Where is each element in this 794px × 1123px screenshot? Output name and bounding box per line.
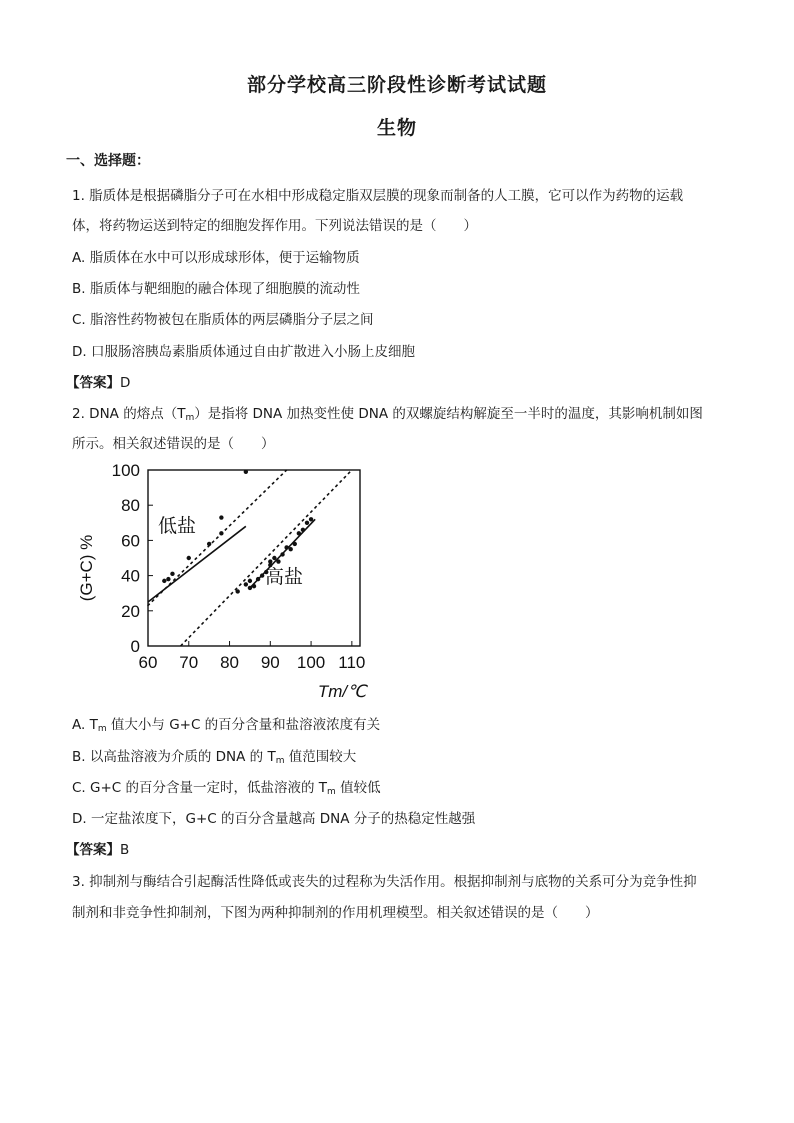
section-heading: 一、选择题： — [66, 153, 150, 169]
data-point — [248, 586, 252, 590]
data-point — [207, 542, 211, 546]
data-point — [297, 531, 301, 535]
data-point — [305, 521, 309, 525]
x-axis-label: Tm/℃ — [317, 682, 367, 701]
data-point — [280, 552, 284, 556]
data-point — [244, 582, 248, 586]
data-point — [187, 556, 191, 560]
q2-answer — [66, 838, 129, 858]
data-point — [293, 542, 297, 546]
y-axis-label: (G+C) % — [77, 534, 96, 602]
x-tick-label: 70 — [179, 653, 199, 672]
data-point — [272, 556, 276, 560]
data-point — [256, 577, 260, 581]
answer-tag: 【答案】 — [66, 842, 120, 858]
data-point — [235, 589, 239, 593]
data-point — [309, 517, 313, 521]
series-label: 高盐 — [265, 566, 304, 588]
plot-frame — [148, 470, 360, 646]
data-point — [166, 577, 170, 581]
extrapolation-line — [181, 470, 352, 646]
x-tick-label: 60 — [138, 653, 158, 672]
data-point — [288, 547, 292, 551]
q1-stem-line1: 1. 脂质体是根据磷脂分子可在水相中形成稳定脂双层膜的现象而制备的人工膜，它可以作为药物的运载 — [72, 188, 684, 204]
series-label: 低盐 — [158, 515, 197, 537]
tm-gc-chart — [60, 455, 380, 703]
data-point — [170, 572, 174, 576]
q3-stem-line1: 3. 抑制剂与酶结合引起酶活性降低或丧失的过程称为失活作用。根据抑制剂与底物的关系可分为竞争性抑 — [72, 874, 697, 890]
y-tick-label: 60 — [121, 531, 140, 551]
q2-option-b: B. 以高盐溶液为介质的 DNA 的 $T_m$ 值范围较大 — [72, 749, 357, 766]
page-title: 部分学校高三阶段性诊断考试试题 — [246, 74, 547, 96]
q2-stem-line2: 所示。相关叙述错误的是（ ） — [72, 436, 275, 452]
data-point — [248, 579, 252, 583]
q2-option-a: A. $T_m$ 值大小与 G+C 的百分含量和盐溶液浓度有关 — [72, 717, 381, 734]
q1-stem-line2: 体，将药物运送到特定的细胞发挥作用。下列说法错误的是（ ） — [72, 218, 477, 234]
answer-value: B — [120, 842, 130, 858]
data-point — [252, 584, 256, 588]
data-point — [284, 545, 288, 549]
q2-option-c: C. G+C 的百分含量一定时，低盐溶液的 $T_m$ 值较低 — [72, 780, 381, 797]
y-tick-label: 40 — [121, 566, 140, 586]
answer-value: D — [120, 375, 131, 391]
data-point — [301, 528, 305, 532]
q1-option-c: C. 脂溶性药物被包在脂质体的两层磷脂分子层之间 — [72, 312, 374, 328]
data-point — [219, 531, 223, 535]
x-tick-label: 100 — [296, 653, 326, 672]
data-point — [260, 573, 264, 577]
q1-option-b: B. 脂质体与靶细胞的融合体现了细胞膜的流动性 — [72, 281, 360, 297]
subject-title: 生物 — [376, 117, 417, 139]
fit-line — [148, 526, 246, 602]
y-tick-label: 20 — [121, 601, 140, 621]
answer-tag: 【答案】 — [66, 375, 120, 391]
q1-answer — [66, 371, 130, 391]
data-point — [162, 579, 166, 583]
data-point — [219, 515, 223, 519]
q2-stem-line1: 2. DNA 的熔点$(T_m)$是指将 DNA 加热变性使 DNA 的双螺旋结构解旋至一半时的温度，其影响机制如图 — [72, 406, 703, 423]
data-point — [244, 470, 248, 474]
data-point — [276, 559, 280, 563]
q1-option-a: A. 脂质体在水中可以形成球形体，便于运输物质 — [72, 250, 360, 266]
data-point — [268, 559, 272, 563]
x-tick-label: 90 — [260, 653, 280, 672]
q3-stem-line2: 制剂和非竞争性抑制剂，下图为两种抑制剂的作用机理模型。相关叙述错误的是（ ） — [72, 905, 599, 921]
x-tick-label: 110 — [338, 653, 366, 672]
q1-option-d: D. 口服肠溶胰岛素脂质体通过自由扩散进入小肠上皮细胞 — [72, 344, 415, 360]
y-tick-label: 80 — [121, 496, 140, 516]
y-tick-label: 0 — [130, 637, 140, 656]
x-tick-label: 80 — [220, 653, 239, 672]
q2-option-d: D. 一定盐浓度下，G+C 的百分含量越高 DNA 分子的热稳定性越强 — [72, 811, 476, 827]
y-tick-label: 100 — [111, 461, 140, 480]
